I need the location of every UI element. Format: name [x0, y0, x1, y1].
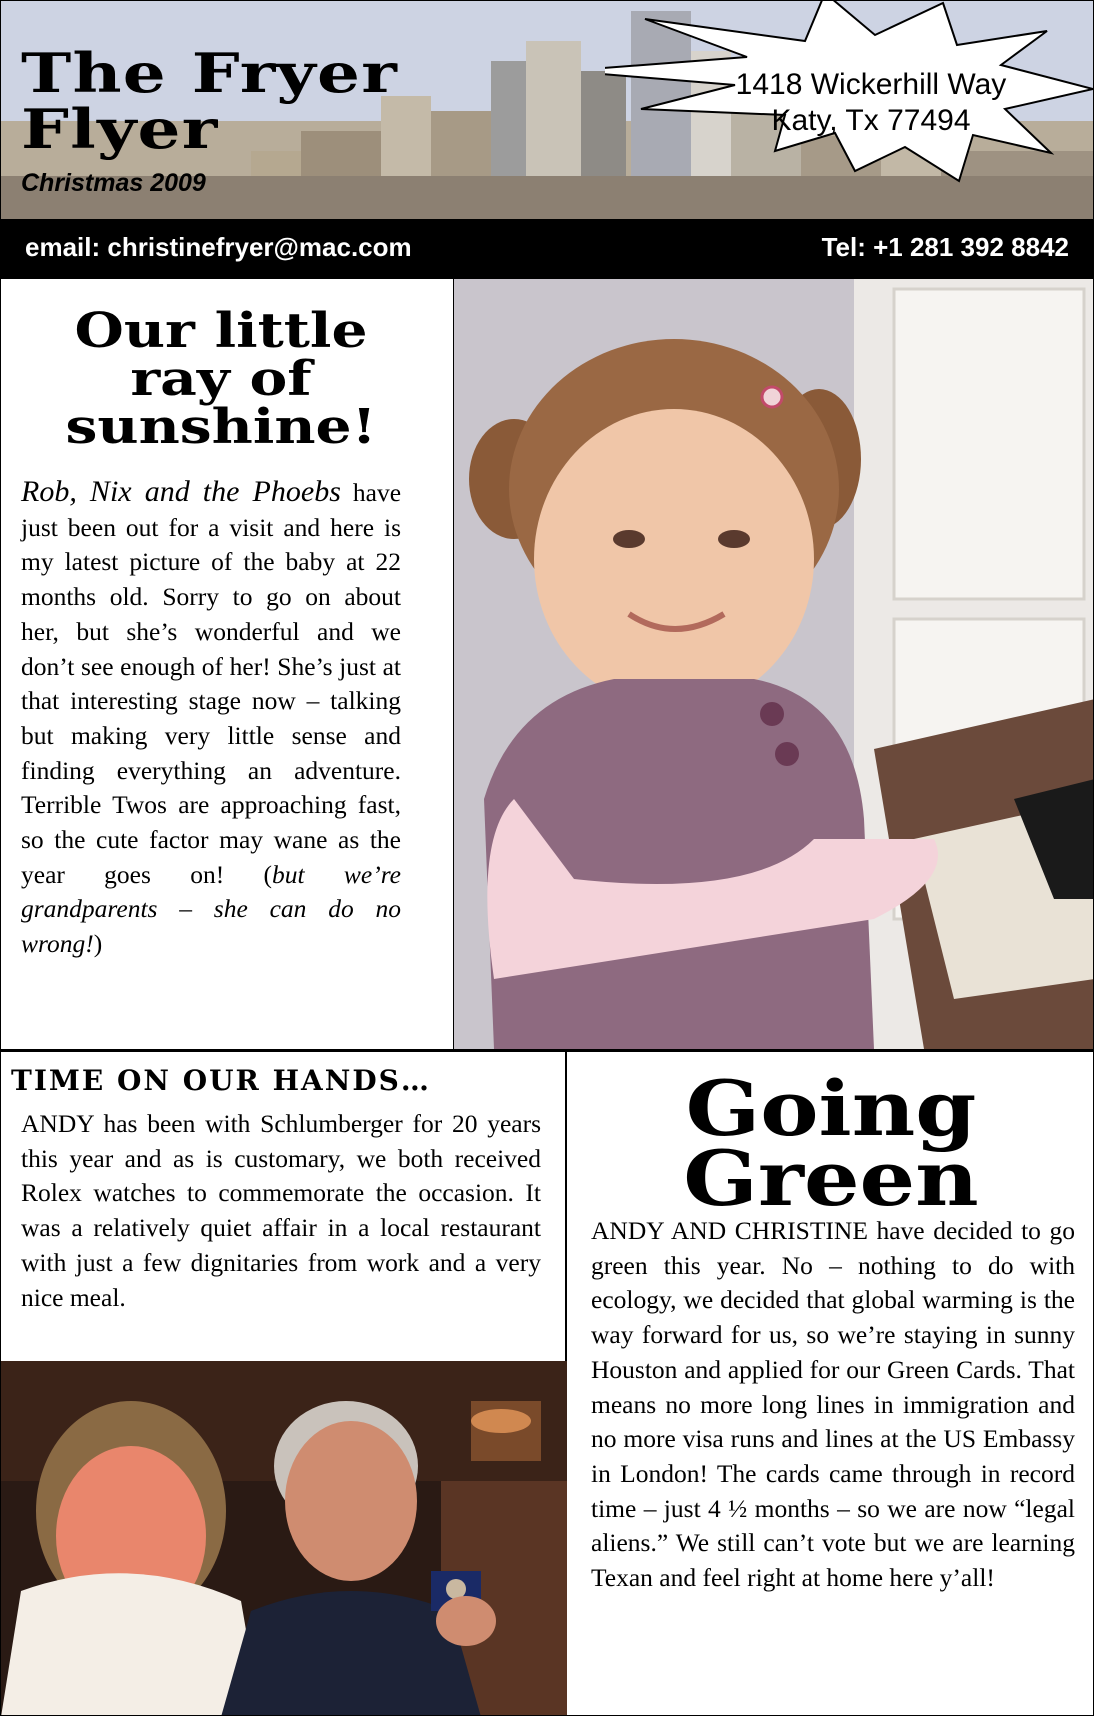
time-headline: TIME ON OUR HANDS… — [11, 1064, 431, 1097]
baby-at-piano-photo — [454, 279, 1094, 1049]
sunshine-close-paren: ) — [93, 929, 103, 959]
sunshine-italic-aside: but we’re grandparents – she can do no wrong! — [21, 859, 401, 959]
address-line-2: Katy, Tx 77494 — [771, 104, 971, 137]
title-line-1: The Fryer — [21, 41, 399, 105]
sunshine-headline — [0, 303, 469, 455]
article-sunshine — [1, 279, 454, 1049]
masthead — [1, 1, 1094, 219]
contact-bar — [1, 219, 1094, 279]
sunshine-headline-line-3: sunshine! — [65, 399, 377, 455]
green-headline — [527, 1064, 1094, 1223]
email-address[interactable]: email: christinefryer@mac.com — [25, 232, 412, 262]
title-line-2: Flyer — [21, 97, 219, 161]
address-block — [661, 67, 1081, 139]
green-headline-line-1: Going — [685, 1064, 977, 1153]
sunshine-headline-line-2: ray of — [130, 351, 312, 407]
green-body: ANDY AND CHRISTINE have decided to go green this year. No – nothing to do with ecology, we decided that global warming is the way forward for us, so we’re staying in sunny Houston and applied for our Green Cards. That means no more long lines in immigration and no more visa runs and lines at the US Embassy in London! The cards came through in record time – just 4 ½ months – so we are now “legal aliens.” We still can’t vote but we are learning Texan and feel right at home here y’all! — [591, 1216, 1075, 1593]
address-line-1: 1418 Wickerhill Way — [735, 68, 1007, 101]
sunshine-headline-line-1: Our little — [74, 303, 368, 359]
edition-label: Christmas 2009 — [21, 169, 206, 197]
green-headline-line-2: Green — [683, 1134, 979, 1223]
time-body: ANDY has been with Schlumberger for 20 years this year and as is customary, we both received Rolex watches to commemorate the occasion. It was a relatively quiet affair in a local restaurant with just a few dignitaries from work and a very nice meal. — [21, 1109, 541, 1312]
phone-number: Tel: +1 281 392 8842 — [821, 232, 1069, 262]
newsletter-title — [21, 41, 399, 161]
sunshine-lead: Rob, Nix and the Phoebs — [21, 475, 341, 508]
couple-restaurant-photo — [1, 1361, 567, 1716]
article-going-green — [567, 1052, 1094, 1716]
sunshine-body-text: have just been out for a visit and here is my latest picture of the baby at 22 months old. Sorry to go on about her, but she’s wonderful and we don’t see enough of her! She’s just at that interesting stage now – talking but making very little sense and finding everything an adventure. Terrible Twos are approaching fast, so the cute factor may wane as the year goes on! ( — [21, 478, 402, 889]
sunshine-body — [21, 475, 401, 962]
